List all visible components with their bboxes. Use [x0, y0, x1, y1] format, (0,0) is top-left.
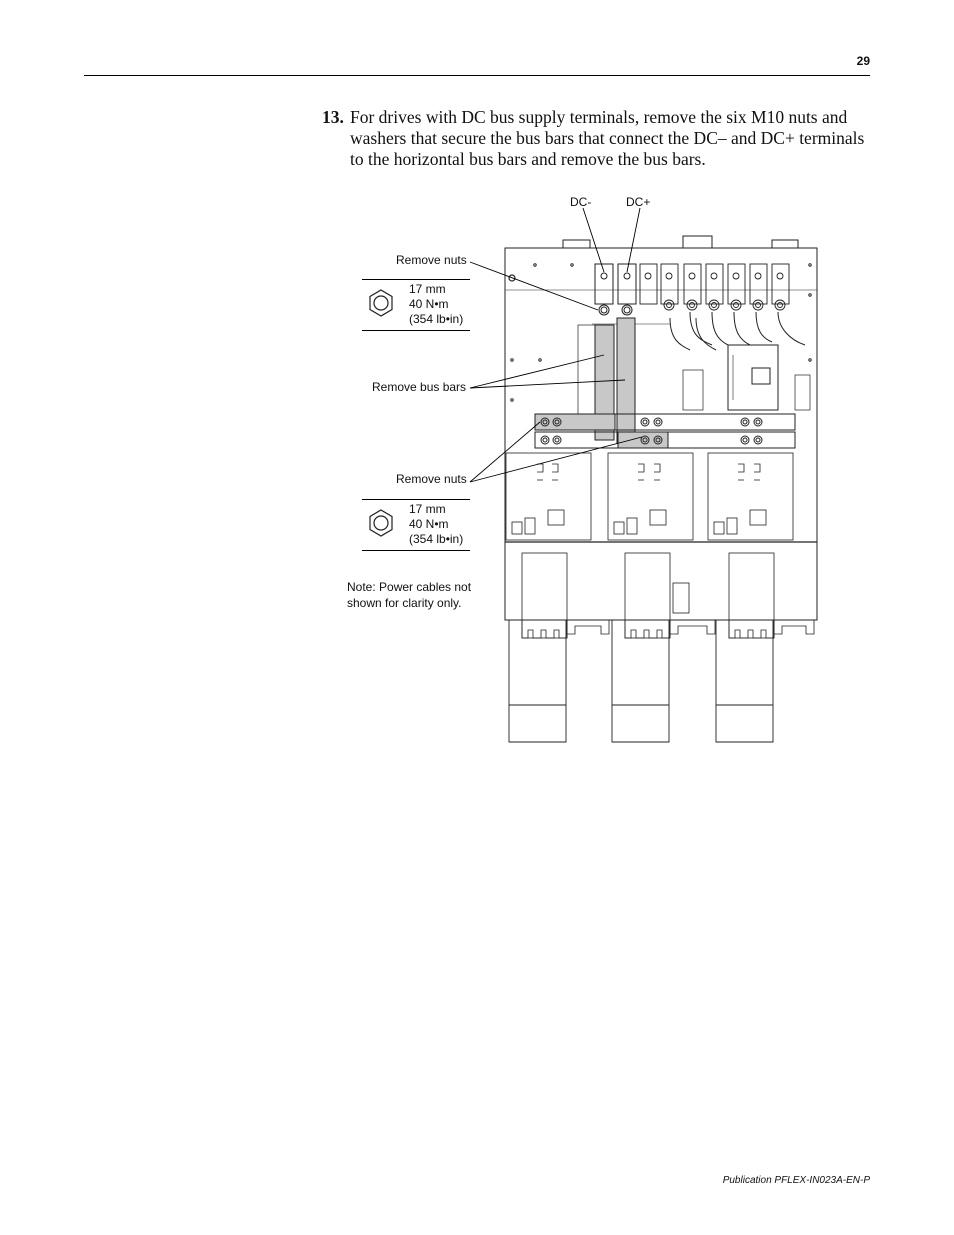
torque-lbin: (354 lb•in): [409, 532, 464, 546]
control-module: [728, 345, 778, 410]
torque-lbin: (354 lb•in): [409, 312, 464, 326]
callout-leaders: [470, 208, 642, 482]
note-line-1: Note: Power cables not: [347, 580, 472, 594]
publication-footer: Publication PFLEX-IN023A-EN-P: [722, 1175, 870, 1186]
horizontal-bus-bars: [535, 414, 795, 448]
hex-nut-icon: [366, 288, 396, 318]
torque-spec-bottom: [362, 499, 470, 551]
socket-size: 17 mm: [409, 282, 446, 296]
page-number: 29: [856, 54, 870, 68]
power-module: [708, 453, 793, 540]
dc-plus-label: DC+: [626, 195, 651, 209]
callout-remove-nuts-top: Remove nuts: [396, 253, 467, 267]
callout-remove-bus-bars: Remove bus bars: [372, 380, 467, 394]
torque-nm: 40 N•m: [409, 517, 449, 531]
power-module: [608, 453, 693, 540]
dc-minus-label: DC-: [570, 195, 592, 209]
hex-nut-icon: [366, 508, 396, 538]
terminal-row: [640, 264, 789, 310]
mounting-tab: [772, 240, 798, 248]
step-text: For drives with DC bus supply terminals, remove the six M10 nuts and washers that secure the bus bars that connect the DC– and DC+ terminals to the horizontal bus bars and remove the bus bars.: [350, 107, 865, 169]
output-terminal-block: [522, 553, 774, 638]
mounting-tab: [683, 236, 712, 248]
step-number: 13.: [322, 107, 344, 127]
figure-note: [347, 579, 471, 611]
torque-nm: 40 N•m: [409, 297, 449, 311]
callout-remove-nuts-bottom: Remove nuts: [396, 472, 467, 486]
power-module: [506, 453, 591, 540]
socket-size: 17 mm: [409, 502, 446, 516]
note-line-2: shown for clarity only.: [347, 596, 462, 610]
torque-spec-top: [362, 279, 470, 331]
mounting-tab: [563, 240, 590, 248]
